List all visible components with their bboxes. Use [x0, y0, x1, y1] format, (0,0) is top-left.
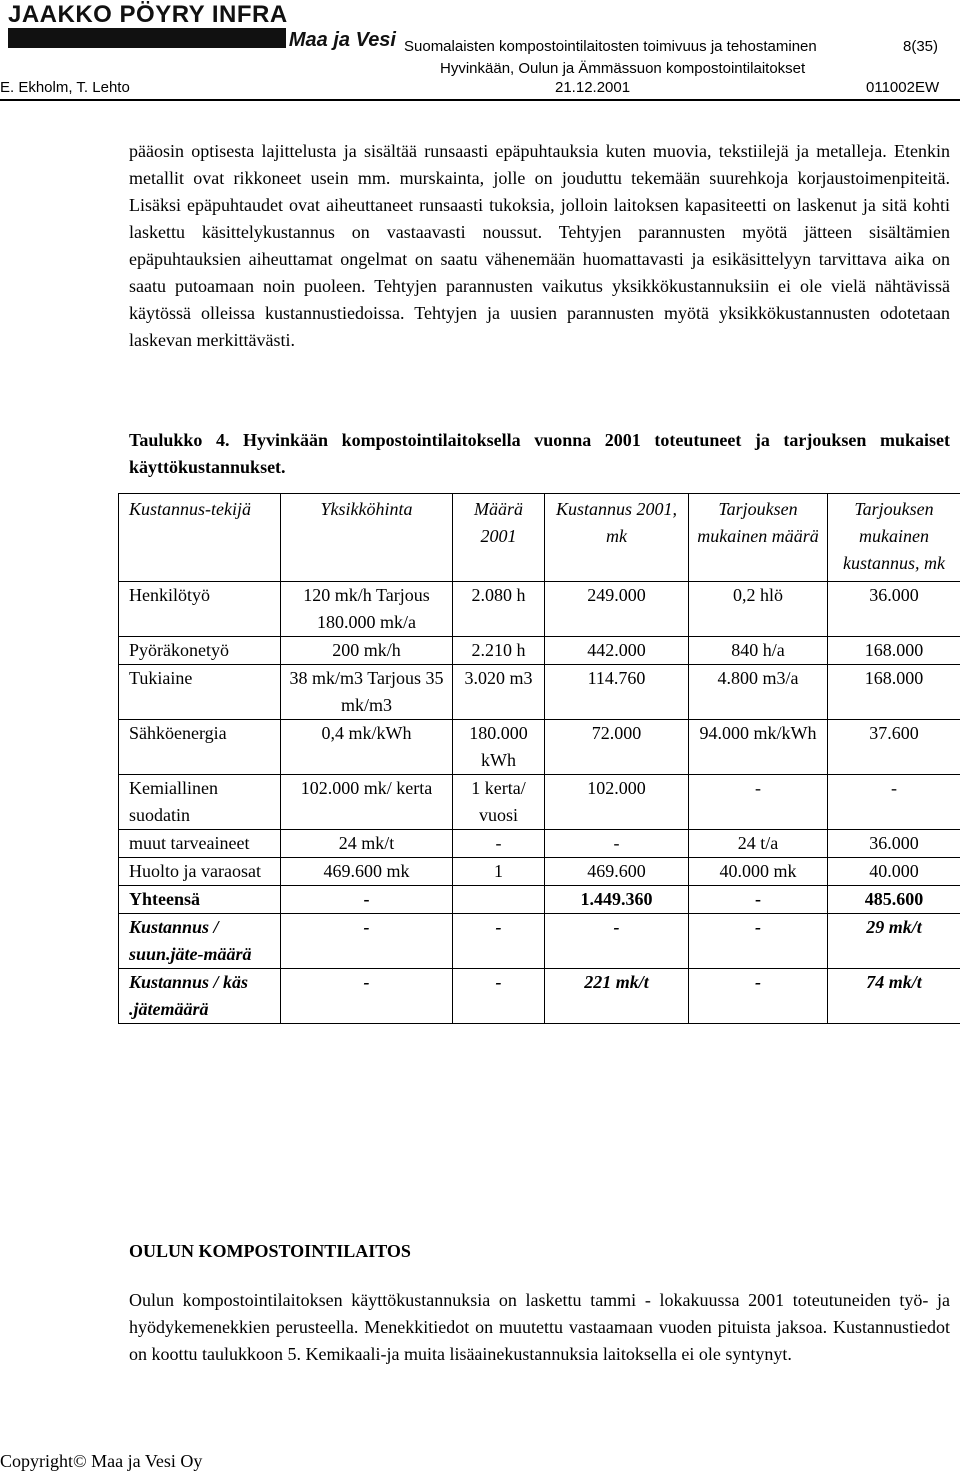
cell-offer-quantity: 840 h/a: [689, 637, 828, 665]
cost-table: [118, 493, 960, 1024]
cell-offer-cost: 168.000: [828, 637, 960, 665]
cell-offer-cost: 36.000: [828, 830, 960, 858]
table-row: [119, 720, 960, 775]
cell-offer-cost: 29 mk/t: [828, 914, 960, 969]
logo-bar: [8, 28, 286, 48]
copyright-footer: Copyright© Maa ja Vesi Oy: [0, 1451, 203, 1471]
cell-offer-quantity: 0,2 hlö: [689, 582, 828, 637]
cell-offer-quantity: 4.800 m3/a: [689, 665, 828, 720]
cell-quantity: -: [453, 830, 545, 858]
total-quantity: [453, 886, 545, 914]
row-label: Kustannus / suun.jäte-määrä: [119, 914, 281, 969]
cell-cost: -: [545, 914, 689, 969]
row-label: Kemiallinen suodatin: [119, 775, 281, 830]
authors: E. Ekholm, T. Lehto: [0, 79, 130, 96]
intro-paragraph: pääosin optisesta lajittelusta ja sisältää runsaasti epäpuhtauksia kuten muovia, tekstiilejä ja metalleja. Etenkin metallit ovat rikkoneet usein mm. murskainta, jolle on jouduttu tekemään suurehkoja korjaustoimenpiteitä. Lisäksi epäpuhtaudet ovat aiheuttaneet runsaasti tukoksia, jolloin laitoksen kapasiteetti on laskenut ja sitä kohti laskettu käsittelykustannus on vastaavasti noussut. Tehtyjen parannusten myötä jätteen sisältämien epäpuhtauksien aiheuttamat ongelmat on saatu vähenemään huomattavasti ja esikäsittelyyn tarvittava aika on saatu putoamaan noin puoleen. Tehtyjen parannusten vaikutus yksikkökustannuksiin ei ole vielä nähtävissä käytössä olleissa kustannustiedoissa. Tehtyjen ja uusien parannusten myötä yksikkökustannusten odotetaan laskevan merkittävästi.: [129, 141, 950, 350]
cell-quantity: 1: [453, 858, 545, 886]
cell-unit-price: 38 mk/m3 Tarjous 35 mk/m3: [281, 665, 453, 720]
header-cost-2001: Kustannus 2001, mk: [545, 494, 689, 582]
row-label: Huolto ja varaosat: [119, 858, 281, 886]
row-label: Tukiaine: [119, 665, 281, 720]
cell-offer-cost: 74 mk/t: [828, 969, 960, 1024]
row-label: Sähköenergia: [119, 720, 281, 775]
table-row: [119, 775, 960, 830]
table-row: [119, 830, 960, 858]
row-label: Pyöräkonetyö: [119, 637, 281, 665]
cell-cost: 114.760: [545, 665, 689, 720]
cell-unit-price: -: [281, 914, 453, 969]
cell-offer-quantity: -: [689, 969, 828, 1024]
row-label: muut tarveaineet: [119, 830, 281, 858]
cell-unit-price: 0,4 mk/kWh: [281, 720, 453, 775]
table-row: [119, 637, 960, 665]
header-unit-price: Yksikköhinta: [281, 494, 453, 582]
document-code: 011002EW: [866, 79, 940, 96]
cell-offer-quantity: -: [689, 775, 828, 830]
header-quantity-2001: Määrä 2001: [453, 494, 545, 582]
cell-offer-cost: 40.000: [828, 858, 960, 886]
cell-cost: 72.000: [545, 720, 689, 775]
header-cost-factor: Kustannus-tekijä: [119, 494, 281, 582]
cell-offer-quantity: -: [689, 914, 828, 969]
document-subtitle: Hyvinkään, Oulun ja Ämmässuon kompostointilaitokset: [440, 60, 806, 77]
cell-unit-price: -: [281, 969, 453, 1024]
total-row: [119, 886, 960, 914]
cell-unit-price: 120 mk/h Tarjous 180.000 mk/a: [281, 582, 453, 637]
total-offer-cost: 485.600: [828, 886, 960, 914]
table-row: [119, 858, 960, 886]
cell-unit-price: 469.600 mk: [281, 858, 453, 886]
cell-unit-price: 200 mk/h: [281, 637, 453, 665]
logo-brand: JAAKKO PÖYRY INFRA: [8, 1, 288, 28]
cell-quantity: 180.000 kWh: [453, 720, 545, 775]
cell-cost: 102.000: [545, 775, 689, 830]
oulu-paragraph: Oulun kompostointilaitoksen käyttökustannuksia on laskettu tammi - lokakuussa 2001 toteutuneiden työ- ja hyödykemenekkien perusteella. Menekkitiedot on muutettu vastaamaan vuoden pituista jaksoa. Kustannustiedot on koottu taulukkoon 5. Kemikaali-ja muita lisäainekustannuksia laitoksella ei ole syntynyt.: [129, 1290, 950, 1364]
cell-quantity: 2.210 h: [453, 637, 545, 665]
cell-cost: 249.000: [545, 582, 689, 637]
cell-unit-price: 24 mk/t: [281, 830, 453, 858]
cell-cost: 442.000: [545, 637, 689, 665]
cell-quantity: -: [453, 969, 545, 1024]
header-offer-quantity: Tarjouksen mukainen määrä: [689, 494, 828, 582]
per-unit-row: [119, 914, 960, 969]
company-logo: [8, 2, 396, 54]
cell-offer-quantity: 94.000 mk/kWh: [689, 720, 828, 775]
row-label: Kustannus / käs .jätemäärä: [119, 969, 281, 1024]
total-offer-quantity: -: [689, 886, 828, 914]
document-title: Suomalaisten kompostointilaitosten toimivuus ja tehostaminen: [404, 38, 817, 55]
row-label: Henkilötyö: [119, 582, 281, 637]
cell-offer-cost: 37.600: [828, 720, 960, 775]
cell-cost: 469.600: [545, 858, 689, 886]
cell-cost: 221 mk/t: [545, 969, 689, 1024]
per-unit-row: [119, 969, 960, 1024]
header-rule: [0, 99, 960, 101]
table-header-row: [119, 494, 960, 582]
document-date: 21.12.2001: [555, 79, 631, 96]
table-row: [119, 582, 960, 637]
cell-offer-quantity: 40.000 mk: [689, 858, 828, 886]
cell-unit-price: 102.000 mk/ kerta: [281, 775, 453, 830]
total-label: Yhteensä: [119, 886, 281, 914]
cell-offer-cost: 36.000: [828, 582, 960, 637]
section-title: OULUN KOMPOSTOINTILAITOS: [129, 1241, 411, 1261]
cell-offer-quantity: 24 t/a: [689, 830, 828, 858]
logo-subbrand: Maa ja Vesi: [288, 29, 396, 51]
total-cost: 1.449.360: [545, 886, 689, 914]
header-offer-cost: Tarjouksen mukainen kustannus, mk: [828, 494, 960, 582]
cell-quantity: 3.020 m3: [453, 665, 545, 720]
cell-quantity: 2.080 h: [453, 582, 545, 637]
page-number: 8(35): [903, 38, 939, 55]
cell-cost: -: [545, 830, 689, 858]
table-caption: Taulukko 4. Hyvinkään kompostointilaitoksella vuonna 2001 toteutuneet ja tarjouksen mukaiset käyttökustannukset.: [129, 430, 950, 477]
cell-offer-cost: -: [828, 775, 960, 830]
cell-quantity: -: [453, 914, 545, 969]
cell-quantity: 1 kerta/ vuosi: [453, 775, 545, 830]
cell-offer-cost: 168.000: [828, 665, 960, 720]
total-unit-price: -: [281, 886, 453, 914]
table-row: [119, 665, 960, 720]
